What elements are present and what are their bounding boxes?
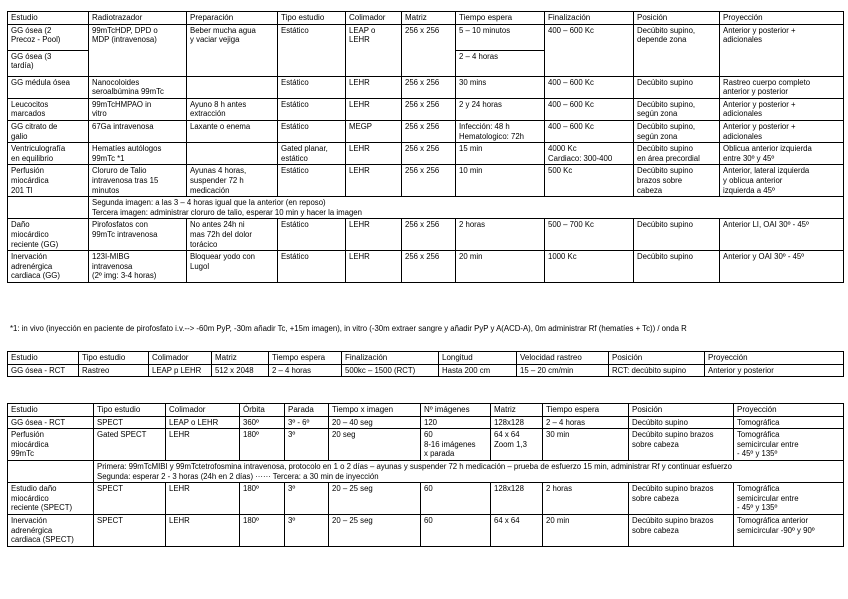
table-cell: 2 horas	[543, 483, 629, 515]
table-cell	[8, 460, 94, 482]
table-cell: 128x128	[491, 416, 543, 429]
table-cell: 500 – 700 Kc	[545, 219, 634, 251]
table-row	[8, 143, 844, 165]
table-cell: 64 x 64 Zoom 1,3	[491, 429, 543, 461]
table-cell: 400 – 600 Kc	[545, 120, 634, 142]
table-cell: 256 x 256	[402, 98, 456, 120]
table-cell: 60	[421, 483, 491, 515]
table-row	[8, 98, 844, 120]
table-row	[8, 483, 844, 515]
table-cell: Anterior y posterior + adicionales	[720, 98, 844, 120]
table-cell: 2 – 4 horas	[269, 364, 342, 377]
table-cell: 20 – 40 seg	[329, 416, 421, 429]
table-cell: 2 y 24 horas	[456, 98, 545, 120]
header-cell: Matriz	[212, 352, 269, 365]
table-cell: GG citrato de galio	[8, 120, 89, 142]
header-cell: Estudio	[8, 352, 79, 365]
table-cell: MEGP	[346, 120, 402, 142]
table-cell: Tomográfica anterior semicircular -90º y 90º	[734, 514, 844, 546]
table-cell: 1000 Kc	[545, 251, 634, 283]
table-cell: 400 – 600 Kc	[545, 76, 634, 98]
table-studies-planar	[7, 11, 844, 283]
table-cell: SPECT	[94, 416, 166, 429]
table-cell: Anterior y posterior + adicionales	[720, 24, 844, 76]
table-row	[8, 219, 844, 251]
table-cell: Decúbito supino brazos sobre cabeza	[629, 483, 734, 515]
table-cell	[8, 197, 89, 219]
table-cell: GG ósea (3 tardía)	[8, 50, 89, 76]
table-cell: LEHR	[346, 165, 402, 197]
header-cell: Colimador	[346, 12, 402, 25]
table-cell: 256 x 256	[402, 219, 456, 251]
table-cell: Rastreo	[79, 364, 149, 377]
header-cell: Estudio	[8, 404, 94, 417]
table-cell: 60 8-16 imágenes x parada	[421, 429, 491, 461]
table-cell: Anterior y posterior + adicionales	[720, 120, 844, 142]
footnote: *1: in vivo (inyección en paciente de pirofosfato i.v.--> -60m PyP, -30m añadir Tc, +15m imagen), in vitro (-30m extraer sangre y añadir PyP y A(ACD-A), 0m administrar Rf (hematíes + Tc)) / onda R	[10, 324, 687, 333]
table-cell: LEAP p LEHR	[149, 364, 212, 377]
table-cell: GG ósea - RCT	[8, 364, 79, 377]
table-cell: Anterior y posterior	[705, 364, 844, 377]
table-cell: 10 min	[456, 165, 545, 197]
table-cell: Perfusión miocárdica 99mTc	[8, 429, 94, 461]
table-row	[8, 24, 844, 50]
table-cell: 123I-MIBG intravenosa (2º img: 3-4 horas)	[89, 251, 187, 283]
table-cell: Infección: 48 h Hematologico: 72h	[456, 120, 545, 142]
header-cell: Matriz	[491, 404, 543, 417]
table-cell: 3º	[285, 514, 329, 546]
table-row	[8, 165, 844, 197]
table-cell: LEAP o LEHR	[346, 24, 402, 76]
table-cell: Gated SPECT	[94, 429, 166, 461]
table-cell: Pirofosfatos con 99mTc intravenosa	[89, 219, 187, 251]
header-cell: Finalización	[342, 352, 439, 365]
table-cell: Rastreo cuerpo completo anterior y posterior	[720, 76, 844, 98]
table-cell: Estático	[278, 76, 346, 98]
table-cell: Decúbito supino, según zona	[634, 98, 720, 120]
table-row	[8, 429, 844, 461]
table-cell: Ayuno 8 h antes extracción	[187, 98, 278, 120]
table-cell: Leucocitos marcados	[8, 98, 89, 120]
table-cell: LEHR	[166, 514, 240, 546]
table-cell: Daño miocárdico reciente (GG)	[8, 219, 89, 251]
header-cell: Posición	[634, 12, 720, 25]
header-cell: Tiempo espera	[456, 12, 545, 25]
table-cell	[187, 143, 278, 165]
table-cell: Decúbito supino brazos sobre cabeza	[629, 514, 734, 546]
table-cell: LEAP o LEHR	[166, 416, 240, 429]
table-cell: LEHR	[346, 143, 402, 165]
table-cell: Tomográfica	[734, 416, 844, 429]
table-cell: Cloruro de Talio intravenosa tras 15 minutos	[89, 165, 187, 197]
table-cell	[187, 76, 278, 98]
table-cell: Ayunas 4 horas, suspender 72 h medicación	[187, 165, 278, 197]
table-cell: Decúbito supino brazos sobre cabeza	[634, 165, 720, 197]
header-cell: Tiempo espera	[269, 352, 342, 365]
table-cell: Decúbito supino brazos sobre cabeza	[629, 429, 734, 461]
table-cell: Beber mucha agua y vaciar vejiga	[187, 24, 278, 76]
table-cell: Decúbito supino	[634, 219, 720, 251]
table-row	[8, 251, 844, 283]
header-cell: Colimador	[149, 352, 212, 365]
table-cell: 256 x 256	[402, 76, 456, 98]
table-header	[8, 12, 844, 25]
table-cell: Decúbito supino en área precordial	[634, 143, 720, 165]
table-cell: LEHR	[346, 76, 402, 98]
table-cell: 20 min	[456, 251, 545, 283]
header-cell: Radiotrazador	[89, 12, 187, 25]
header-cell: Nº imágenes	[421, 404, 491, 417]
table-cell: GG ósea - RCT	[8, 416, 94, 429]
table-cell: 99mTcHDP, DPD o MDP (intravenosa)	[89, 24, 187, 76]
table-cell: Anterior LI, OAI 30º - 45º	[720, 219, 844, 251]
table-cell: 64 x 64	[491, 514, 543, 546]
table-cell: Estudio daño miocárdico reciente (SPECT)	[8, 483, 94, 515]
table-cell: 500 Kc	[545, 165, 634, 197]
table-cell: 30 min	[543, 429, 629, 461]
table-cell: LEHR	[166, 483, 240, 515]
table-cell: Estático	[278, 98, 346, 120]
header-cell: Longitud	[439, 352, 517, 365]
table-row	[8, 460, 844, 482]
table-cell: 20 – 25 seg	[329, 514, 421, 546]
header-cell: Órbita	[240, 404, 285, 417]
table-cell: Oblicua anterior izquierda entre 30º y 45º	[720, 143, 844, 165]
header-cell: Tiempo espera	[543, 404, 629, 417]
table-cell: LEHR	[346, 219, 402, 251]
header-cell: Preparación	[187, 12, 278, 25]
table-cell: 20 seg	[329, 429, 421, 461]
table-cell: Decúbito supino	[634, 251, 720, 283]
table-cell: 60	[421, 514, 491, 546]
table-cell: 3º	[285, 429, 329, 461]
table-cell: Decúbito supino	[634, 76, 720, 98]
table-cell: Estático	[278, 165, 346, 197]
table-cell: 5 – 10 minutos	[456, 24, 545, 50]
table-cell: 256 x 256	[402, 143, 456, 165]
header-cell: Tipo estudio	[278, 12, 346, 25]
table-cell: Estático	[278, 219, 346, 251]
table-cell: Anterior y OAI 30º - 45º	[720, 251, 844, 283]
table-cell: 180º	[240, 483, 285, 515]
note-cell: Segunda imagen: a las 3 – 4 horas igual que la anterior (en reposo) Tercera imagen: administrar cloruro de talio, esperar 10 min y hacer la imagen	[89, 197, 844, 219]
table-cell: 180º	[240, 514, 285, 546]
table-rct-scan	[7, 351, 844, 377]
table-cell: Estático	[278, 120, 346, 142]
table-cell: 256 x 256	[402, 24, 456, 76]
table-cell: Ventriculografía en equilibrio	[8, 143, 89, 165]
table-cell: GG médula ósea	[8, 76, 89, 98]
table-cell: 67Ga intravenosa	[89, 120, 187, 142]
table-cell: 512 x 2048	[212, 364, 269, 377]
table-row	[8, 514, 844, 546]
table-cell: LEHR	[346, 251, 402, 283]
table-cell: 20 min	[543, 514, 629, 546]
table-cell: Estático	[278, 251, 346, 283]
table-cell: 99mTcHMPAO in vitro	[89, 98, 187, 120]
table-header	[8, 352, 844, 365]
table-cell: Laxante o enema	[187, 120, 278, 142]
table-cell: 30 mins	[456, 76, 545, 98]
table-cell: Bloquear yodo con Lugol	[187, 251, 278, 283]
header-cell: Colimador	[166, 404, 240, 417]
table-cell: Perfusión miocárdica 201 Tl	[8, 165, 89, 197]
header-cell: Parada	[285, 404, 329, 417]
table-cell: LEHR	[166, 429, 240, 461]
table-cell: 4000 Kc Cardiaco: 300-400	[545, 143, 634, 165]
table-cell: 256 x 256	[402, 120, 456, 142]
header-cell: Proyección	[734, 404, 844, 417]
table-cell: Hematíes autólogos 99mTc *1	[89, 143, 187, 165]
table-cell: 3º	[285, 483, 329, 515]
header-cell: Proyección	[705, 352, 844, 365]
table-cell: SPECT	[94, 514, 166, 546]
table-cell: Nanocoloides seroalbúmina 99mTc	[89, 76, 187, 98]
table-cell: Estático	[278, 24, 346, 76]
table-cell: 3º - 6º	[285, 416, 329, 429]
table-cell: Gated planar, estático	[278, 143, 346, 165]
table-cell: RCT: decúbito supino	[609, 364, 705, 377]
table-cell: LEHR	[346, 98, 402, 120]
table-cell: 2 – 4 horas	[543, 416, 629, 429]
table-cell: 2 – 4 horas	[456, 50, 545, 76]
table-cell: Tomográfica semicircular entre - 45º y 135º	[734, 483, 844, 515]
table-cell: GG ósea (2 Precoz - Pool)	[8, 24, 89, 50]
header-cell: Tipo estudio	[94, 404, 166, 417]
table-cell: 360º	[240, 416, 285, 429]
table-cell: SPECT	[94, 483, 166, 515]
table-cell: Anterior, lateral izquierda y oblicua anterior izquierda a 45º	[720, 165, 844, 197]
header-cell: Estudio	[8, 12, 89, 25]
table-cell: 500kc – 1500 (RCT)	[342, 364, 439, 377]
table-cell: 15 – 20 cm/min	[517, 364, 609, 377]
header-cell: Tiempo x imagen	[329, 404, 421, 417]
note-cell: Primera: 99mTcMIBI y 99mTctetrofosmina intravenosa, protocolo en 1 o 2 días – ayunas y suspender 72 h medicación – prueba de esfuerzo 15 min, administrar Rf y continuar esfuerzo Segunda: esperar 2 - 3 horas (24h en 2 días) ······ Tercera: a 30 min de inyección	[94, 460, 844, 482]
header-cell: Velocidad rastreo	[517, 352, 609, 365]
table-cell: 20 – 25 seg	[329, 483, 421, 515]
table-cell: 128x128	[491, 483, 543, 515]
table-row	[8, 416, 844, 429]
table-cell: Decúbito supino, según zona	[634, 120, 720, 142]
table-header	[8, 404, 844, 417]
table-cell: 400 – 600 Kc	[545, 98, 634, 120]
table-cell: 256 x 256	[402, 251, 456, 283]
table-cell: 15 min	[456, 143, 545, 165]
table-spect	[7, 403, 844, 547]
table-cell: 120	[421, 416, 491, 429]
table-cell: 2 horas	[456, 219, 545, 251]
header-cell: Matriz	[402, 12, 456, 25]
header-cell: Proyección	[720, 12, 844, 25]
table-cell: Decúbito supino, depende zona	[634, 24, 720, 76]
table-cell: Tomográfica semicircular entre - 45º y 135º	[734, 429, 844, 461]
table-cell: 256 x 256	[402, 165, 456, 197]
table-row	[8, 76, 844, 98]
table-cell: 400 – 600 Kc	[545, 24, 634, 76]
table-cell: No antes 24h ni mas 72h del dolor torácico	[187, 219, 278, 251]
header-cell: Posición	[609, 352, 705, 365]
header-cell: Tipo estudio	[79, 352, 149, 365]
header-cell: Finalización	[545, 12, 634, 25]
table-cell: Inervación adrenérgica cardiaca (GG)	[8, 251, 89, 283]
table-row	[8, 197, 844, 219]
table-cell: 180º	[240, 429, 285, 461]
table-cell: Inervación adrenérgica cardiaca (SPECT)	[8, 514, 94, 546]
header-cell: Posición	[629, 404, 734, 417]
table-cell: Hasta 200 cm	[439, 364, 517, 377]
table-row	[8, 120, 844, 142]
table-row	[8, 364, 844, 377]
table-cell: Decúbito supino	[629, 416, 734, 429]
